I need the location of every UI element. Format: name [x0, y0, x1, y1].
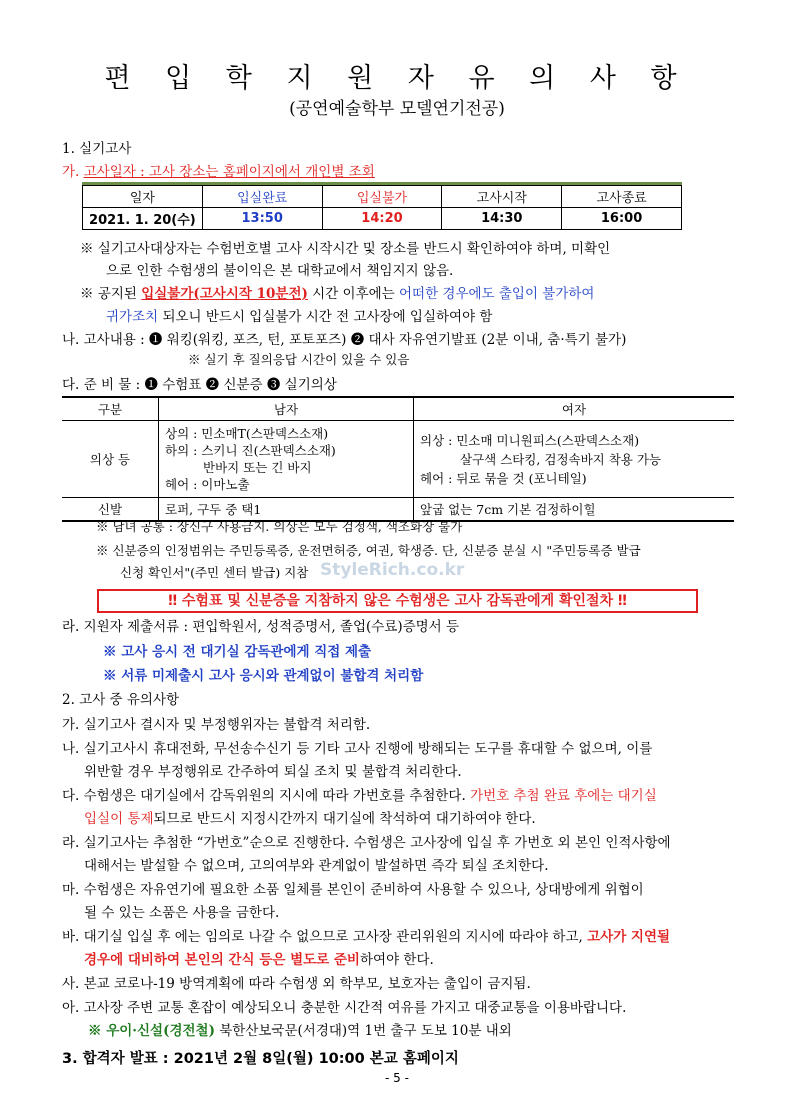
table-cell — [159, 421, 414, 498]
document-subtitle: (공연예술학부 모델연기전공) — [289, 99, 505, 119]
rule-line: 라. 실기고사는 추첨한 “가번호”순으로 진행한다. 수험생은 고사장에 입실 후 가번호 외 본인 인적사항에 — [62, 835, 671, 851]
table-cell — [414, 421, 735, 498]
rule-line: 경우에 대비하여 본인의 간식 등은 별도로 준비하여야 한다. — [84, 952, 434, 968]
table-cell: 신발 — [62, 498, 159, 522]
list-item: 헤어 : 이마노출 — [165, 477, 250, 492]
table-cell: 로퍼, 구두 중 택1 — [159, 498, 414, 522]
table-cell: 의상 등 — [62, 421, 159, 498]
preparation-line: 다. 준 비 물 : ❶ 수험표 ❷ 신분증 ❸ 실기의상 — [62, 377, 337, 393]
table-cell: 2021. 1. 20(수) — [83, 208, 203, 230]
list-item: 반바지 또는 긴 바지 — [203, 460, 312, 475]
attire-table — [62, 396, 734, 522]
table-cell: 14:30 — [442, 208, 562, 230]
note-line: ※ 실기고사대상자는 수험번호별 고사 시작시간 및 장소를 반드시 확인하여야 하며, 미확인 — [80, 241, 611, 257]
note-line: ※ 신분증의 인정범위는 주민등록증, 운전면허증, 여권, 학생증. 단, 신분증 분실 시 "주민등록증 발급 — [96, 543, 641, 558]
section-1-heading: 1. 실기고사 — [62, 141, 132, 157]
table-header-cell: 구분 — [62, 397, 159, 421]
list-item: 헤어 : 뒤로 묶을 것 (포니테일) — [420, 470, 587, 486]
note-line: 신청 확인서"(주민 센터 발급) 지참 — [120, 565, 309, 580]
table-cell: 앞굽 없는 7cm 기본 검정하이힐 — [414, 498, 735, 522]
documents-note: ※ 고사 응시 전 대기실 감독관에게 직접 제출 — [103, 644, 372, 660]
exam-date-line: 가. 고사일자 : 고사 장소는 홈페이지에서 개인별 조회 — [62, 164, 375, 180]
table-header-cell: 고사종료 — [562, 186, 682, 208]
rule-line: 사. 본교 코로나-19 방역계획에 따라 수험생 외 학부모, 보호자는 출입이 금지됨. — [62, 976, 531, 992]
table-header-cell: 입실불가 — [322, 186, 442, 208]
document-title: 편 입 학 지 원 자 유 의 사 항 — [104, 63, 690, 94]
rule-line: 될 수 있는 소품은 사용을 금한다. — [84, 905, 280, 921]
page-number: - 5 - — [385, 1071, 409, 1085]
documents-note: ※ 서류 미제출시 고사 응시와 관계없이 불합격 처리함 — [103, 668, 424, 684]
list-item: 상의 : 민소매T(스판덱스소재) — [165, 426, 329, 441]
table-row — [83, 208, 682, 230]
note-line: ※ 공지된 입실불가(고사시작 10분전) 시간 이후에는 어떠한 경우에도 출입이 불가하여 — [80, 286, 595, 302]
rule-line: 가. 실기고사 결시자 및 부정행위자는 불합격 처리함. — [62, 717, 371, 733]
rule-line: 입실이 통제되므로 반드시 지정시간까지 대기실에 착석하여 대기하여야 한다. — [84, 811, 536, 827]
table-header-cell: 입실완료 — [202, 186, 322, 208]
note-line: ※ 실기 후 질의응답 시간이 있을 수 있음 — [188, 352, 410, 367]
rule-line: 나. 실기고사시 휴대전화, 무선송수신기 등 기타 고사 진행에 방해되는 도구를 휴대할 수 없으며, 이를 — [62, 741, 653, 757]
rule-line: 바. 대기실 입실 후 에는 임의로 나갈 수 없으므로 고사장 관리위원의 지시에 따라야 하고, 고사가 지연될 — [62, 929, 671, 945]
transport-note: ※ 우이·신설(경전철) 북한산보국문(서경대)역 1번 출구 도보 10분 내외 — [88, 1023, 512, 1039]
note-line: 귀가조치 되오니 반드시 입실불가 시간 전 고사장에 입실하여야 함 — [106, 309, 493, 325]
exam-schedule-table — [82, 185, 682, 230]
section-3-heading: 3. 합격자 발표 : 2021년 2월 8일(월) 10:00 본교 홈페이지 — [62, 1051, 459, 1067]
table-cell: 13:50 — [202, 208, 322, 230]
section-2-heading: 2. 고사 중 유의사항 — [62, 692, 180, 708]
list-item: 의상 : 민소매 미니원피스(스판덱스소재) — [420, 432, 640, 448]
table-header-row — [83, 186, 682, 208]
table-cell: 16:00 — [562, 208, 682, 230]
table-header-cell: 남자 — [159, 397, 414, 421]
list-item: 하의 : 스키니 진(스판덱스소재) — [165, 443, 336, 458]
id-warning-box: ‼ 수험표 및 신분증을 지참하지 않은 수험생은 고사 감독관에게 확인절차 ‼ — [97, 589, 698, 613]
note-line: ※ 남녀 공통 : 장신구 사용금지. 의상은 모두 검정색, 색조화장 불가 — [96, 519, 463, 534]
table-header-row — [62, 397, 734, 421]
documents-line: 라. 지원자 제출서류 : 편입학원서, 성적증명서, 졸업(수료)증명서 등 — [62, 619, 460, 635]
rule-line: 마. 수험생은 자유연기에 필요한 소품 일체를 본인이 준비하여 사용할 수 있으나, 상대방에게 위협이 — [62, 882, 644, 898]
rule-line: 아. 고사장 주변 교통 혼잡이 예상되오니 충분한 시간적 여유를 가지고 대중교통을 이용바랍니다. — [62, 1000, 627, 1016]
table-row — [62, 421, 734, 498]
table-cell: 14:20 — [322, 208, 442, 230]
note-line: 으로 인한 수험생의 불이익은 본 대학교에서 책임지지 않음. — [106, 263, 454, 279]
list-item: 살구색 스타킹, 검정속바지 착용 가능 — [460, 451, 661, 467]
rule-line: 다. 수험생은 대기실에서 감독위원의 지시에 따라 가번호를 추첨한다. 가번호 추첨 완료 후에는 대기실 — [62, 788, 657, 804]
table-header-cell: 여자 — [414, 397, 735, 421]
rule-line: 위반할 경우 부정행위로 간주하여 퇴실 조치 및 불합격 처리한다. — [84, 764, 462, 780]
rule-line: 대해서는 발설할 수 없으며, 고의여부와 관계없이 발설하면 즉각 퇴실 조치한다. — [84, 858, 549, 874]
exam-content-line: 나. 고사내용 : ❶ 워킹(워킹, 포즈, 턴, 포토포즈) ❷ 대사 자유연기발표 (2분 이내, 춤·특기 불가) — [62, 332, 627, 348]
watermark: StyleRich.co.kr — [320, 560, 465, 580]
table-header-cell: 일자 — [83, 186, 203, 208]
table-header-cell: 고사시작 — [442, 186, 562, 208]
